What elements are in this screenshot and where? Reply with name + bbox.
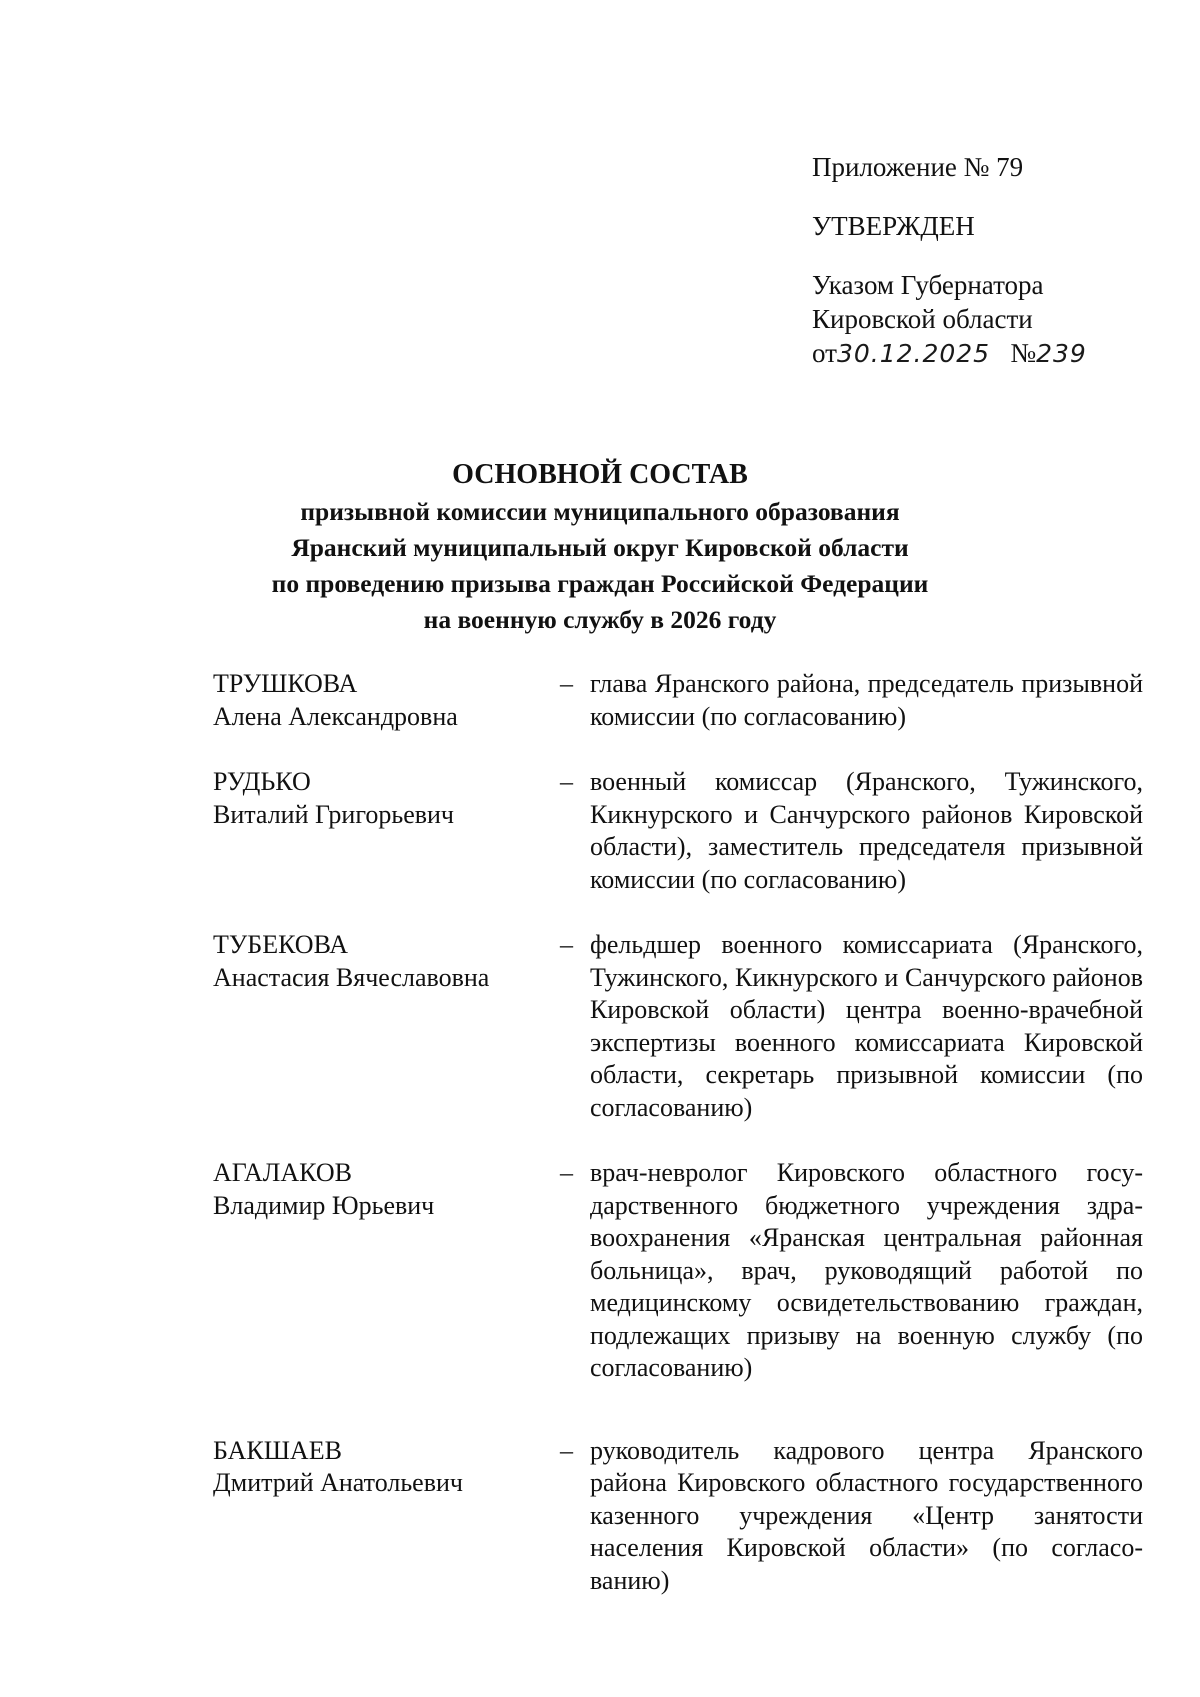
member-role: руководитель кадрового центра Яранского района Кировского областного государственного казенного учреждения «Центр занятости населения Кировской области» (по согласованию): [590, 1435, 1143, 1595]
members-list: [213, 668, 1143, 1597]
decree-date: 30.12.2025: [836, 339, 991, 368]
decree-line-2: Кировской области: [812, 304, 1033, 334]
decree-date-line: [812, 336, 1087, 371]
member-given-names: Владимир Юрьевич: [213, 1190, 435, 1220]
member-dash: –: [560, 1435, 573, 1465]
member-dash: –: [560, 669, 573, 698]
member-name: [213, 766, 533, 831]
from-label: от: [812, 338, 837, 368]
title-line-3: по проведению призыва граждан Российской Федерации: [271, 569, 929, 598]
member-entry: [213, 766, 1143, 896]
member-role: военный комиссар (Яранского, Тужинского, Кикнурского и Санчурского районов Кировской области), заместитель председателя призывной комиссии (по согласованию): [590, 767, 1143, 894]
title-line-1: призывной комиссии муниципального образования: [300, 497, 900, 526]
document-title: [0, 456, 1200, 638]
title-main: ОСНОВНОЙ СОСТАВ: [452, 459, 748, 490]
member-surname: ТРУШКОВА: [213, 669, 358, 698]
member-name: [213, 929, 533, 994]
member-given-names: Дмитрий Анатольевич: [213, 1468, 463, 1497]
member-role: глава Яранского района, председатель призывной комиссии (по согласованию): [590, 669, 1143, 731]
approval-block: [812, 150, 1087, 371]
number-label: №: [1010, 338, 1037, 368]
member-entry: [213, 668, 1143, 733]
member-surname: РУДЬКО: [213, 767, 311, 796]
appendix-number: Приложение № 79: [812, 152, 1024, 182]
member-given-names: Анастасия Вячеславовна: [213, 962, 490, 992]
member-dash: –: [560, 767, 573, 796]
member-surname: АГАЛАКОВ: [213, 1158, 352, 1187]
member-name: [213, 1435, 533, 1500]
title-line-2: Яранский муниципальный округ Кировской области: [291, 533, 909, 562]
member-surname: ТУБЕКОВА: [213, 930, 349, 959]
member-dash: –: [560, 1158, 573, 1187]
member-dash: –: [560, 930, 573, 959]
member-entry: [213, 1435, 1143, 1598]
member-surname: БАКШАЕВ: [213, 1435, 342, 1465]
member-given-names: Алена Александровна: [213, 701, 458, 731]
member-name: [213, 1157, 533, 1222]
member-role: врач-невролог Кировского областного государственного бюджетного учреждения здравоохранения «Яранская центральная районная больница», врач, руководящий работой по медицинскому освидетельствованию граждан, подлежащих призыву на военную службу (по согласованию): [590, 1158, 1143, 1382]
approved-stamp-text: УТВЕРЖДЕН: [812, 211, 975, 241]
title-line-4: на военную службу в 2026 году: [423, 605, 777, 634]
member-entry: [213, 929, 1143, 1124]
member-entry: [213, 1157, 1143, 1385]
decree-number: 239: [1036, 339, 1087, 368]
decree-line-1: Указом Губернатора: [812, 270, 1044, 300]
member-role: фельдшер военного комиссариата (Яранского, Тужинского, Кикнурского и Санчурского районов Кировской области) центра военно-врачебной экспертизы военного комиссариата Кировской области, секретарь призывной комиссии (по согласованию): [590, 930, 1143, 1122]
member-name: [213, 668, 533, 733]
member-given-names: Виталий Григорьевич: [213, 799, 454, 829]
